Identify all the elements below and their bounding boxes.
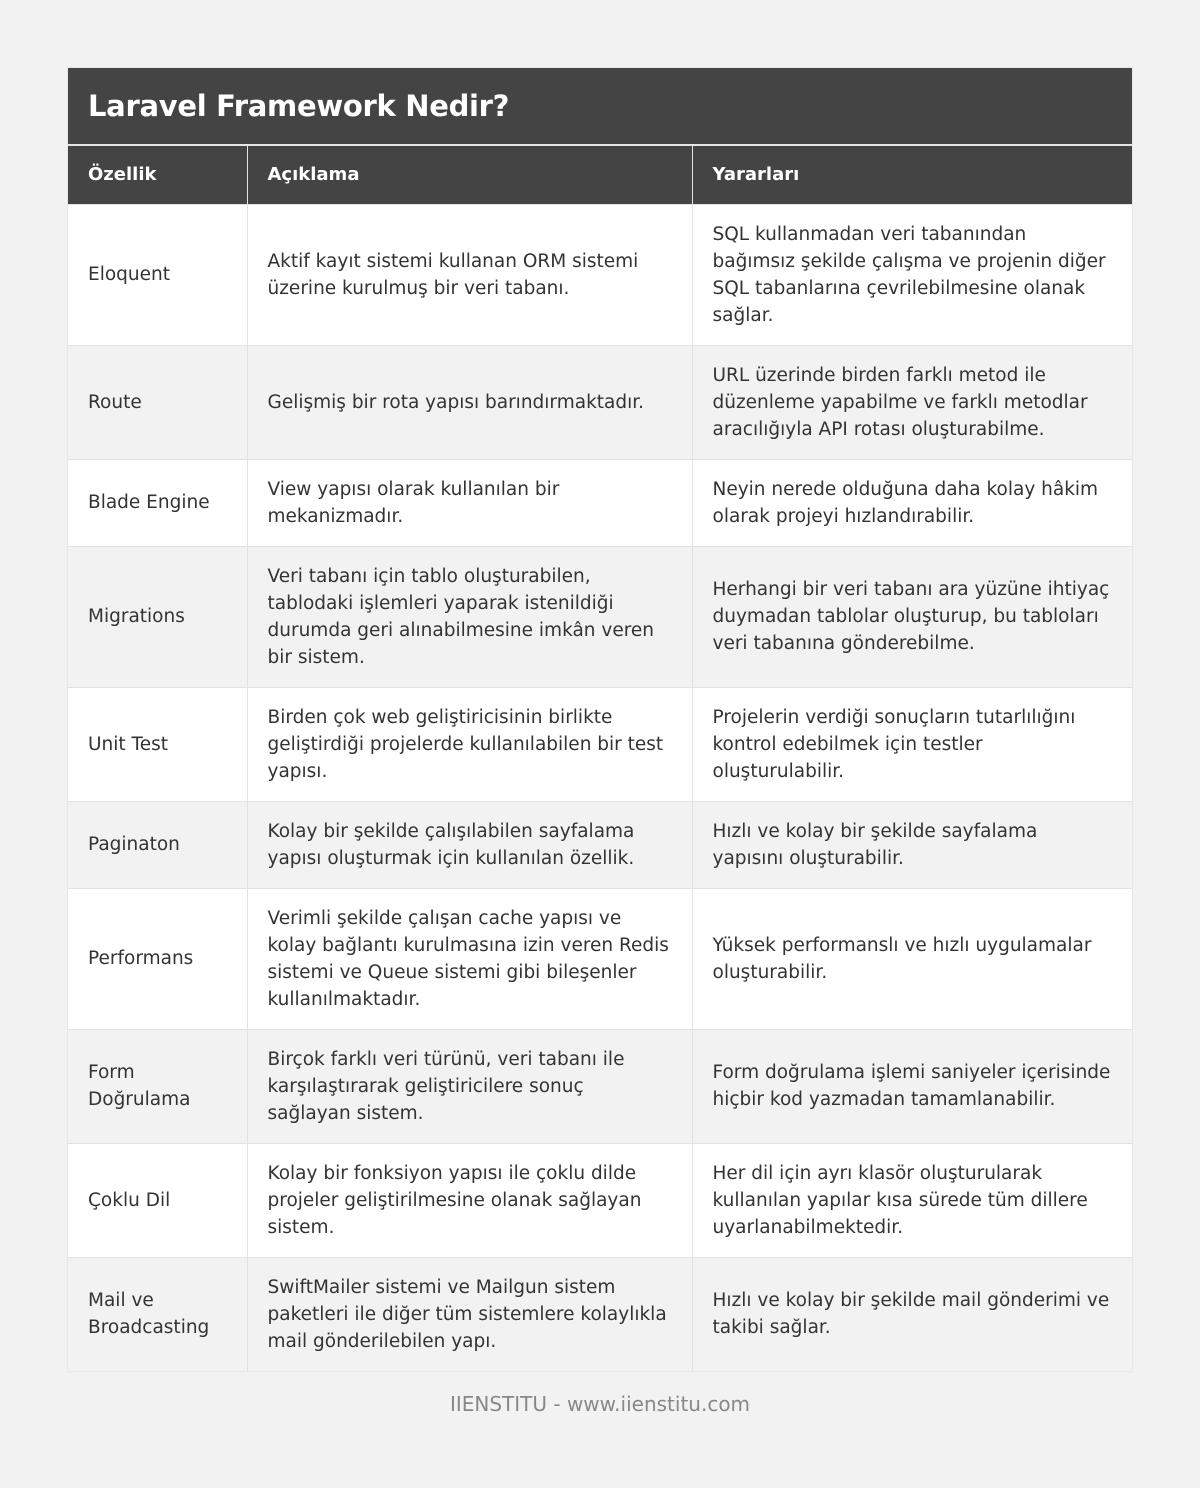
table-row [68,687,1132,801]
feature-cell: Form Doğrulama [68,1029,247,1143]
table-row [68,204,1132,345]
description-cell: Birçok farklı veri türünü, veri tabanı ile karşılaştırarak geliştiricilere sonuç sağlayan sistem. [247,1029,692,1143]
description-cell: Birden çok web geliştiricisinin birlikte geliştirdiği projelerde kullanılabilen bir test yapısı. [247,687,692,801]
table-row [68,459,1132,546]
description-cell: Verimli şekilde çalışan cache yapısı ve kolay bağlantı kurulmasına izin veren Redis sistemi ve Queue sistemi gibi bileşenler kullanılmaktadır. [247,888,692,1029]
feature-table-card [68,68,1132,1371]
description-cell: Kolay bir şekilde çalışılabilen sayfalama yapısı oluşturmak için kullanılan özellik. [247,801,692,888]
feature-table [68,144,1132,1371]
benefit-cell: Hızlı ve kolay bir şekilde mail gönderimi ve takibi sağlar. [692,1257,1132,1371]
description-cell: Veri tabanı için tablo oluşturabilen, tablodaki işlemleri yaparak istenildiği durumda geri alınabilmesine imkân veren bir sistem. [247,546,692,687]
feature-cell: Performans [68,888,247,1029]
column-header-description: Açıklama [247,145,692,204]
feature-cell: Mail ve Broadcasting [68,1257,247,1371]
benefit-cell: SQL kullanmadan veri tabanından bağımsız şekilde çalışma ve projenin diğer SQL tabanlarına çevrilebilmesine olanak sağlar. [692,204,1132,345]
table-row [68,546,1132,687]
benefit-cell: Neyin nerede olduğuna daha kolay hâkim olarak projeyi hızlandırabilir. [692,459,1132,546]
table-row [68,801,1132,888]
table-row [68,1029,1132,1143]
benefit-cell: Herhangi bir veri tabanı ara yüzüne ihtiyaç duymadan tablolar oluşturup, bu tabloları veri tabanına gönderebilme. [692,546,1132,687]
feature-cell: Eloquent [68,204,247,345]
benefit-cell: Hızlı ve kolay bir şekilde sayfalama yapısını oluşturabilir. [692,801,1132,888]
description-cell: Aktif kayıt sistemi kullanan ORM sistemi üzerine kurulmuş bir veri tabanı. [247,204,692,345]
description-cell: Kolay bir fonksiyon yapısı ile çoklu dilde projeler geliştirilmesine olanak sağlayan sistem. [247,1143,692,1257]
feature-cell: Route [68,345,247,459]
description-cell: View yapısı olarak kullanılan bir mekanizmadır. [247,459,692,546]
benefit-cell: Projelerin verdiği sonuçların tutarlılığını kontrol edebilmek için testler oluşturulabilir. [692,687,1132,801]
feature-cell: Unit Test [68,687,247,801]
table-row [68,1143,1132,1257]
table-row [68,345,1132,459]
description-cell: Gelişmiş bir rota yapısı barındırmaktadır. [247,345,692,459]
table-header [68,145,1132,204]
table-body [68,204,1132,1371]
feature-cell: Paginaton [68,801,247,888]
benefit-cell: Form doğrulama işlemi saniyeler içerisinde hiçbir kod yazmadan tamamlanabilir. [692,1029,1132,1143]
description-cell: SwiftMailer sistemi ve Mailgun sistem paketleri ile diğer tüm sistemlere kolaylıkla mail gönderilebilen yapı. [247,1257,692,1371]
column-header-feature: Özellik [68,145,247,204]
page-title: Laravel Framework Nedir? [88,89,510,123]
feature-cell: Blade Engine [68,459,247,546]
title-bar [68,68,1132,144]
column-header-benefits: Yararları [692,145,1132,204]
header-row [68,145,1132,204]
benefit-cell: Yüksek performanslı ve hızlı uygulamalar oluşturabilir. [692,888,1132,1029]
feature-cell: Migrations [68,546,247,687]
feature-cell: Çoklu Dil [68,1143,247,1257]
table-row [68,1257,1132,1371]
benefit-cell: URL üzerinde birden farklı metod ile düzenleme yapabilme ve farklı metodlar aracılığıyla API rotası oluşturabilme. [692,345,1132,459]
table-row [68,888,1132,1029]
benefit-cell: Her dil için ayrı klasör oluşturularak kullanılan yapılar kısa sürede tüm dillere uyarlanabilmektedir. [692,1143,1132,1257]
footer-credit: IIENSTITU - www.iienstitu.com [449,1392,751,1416]
